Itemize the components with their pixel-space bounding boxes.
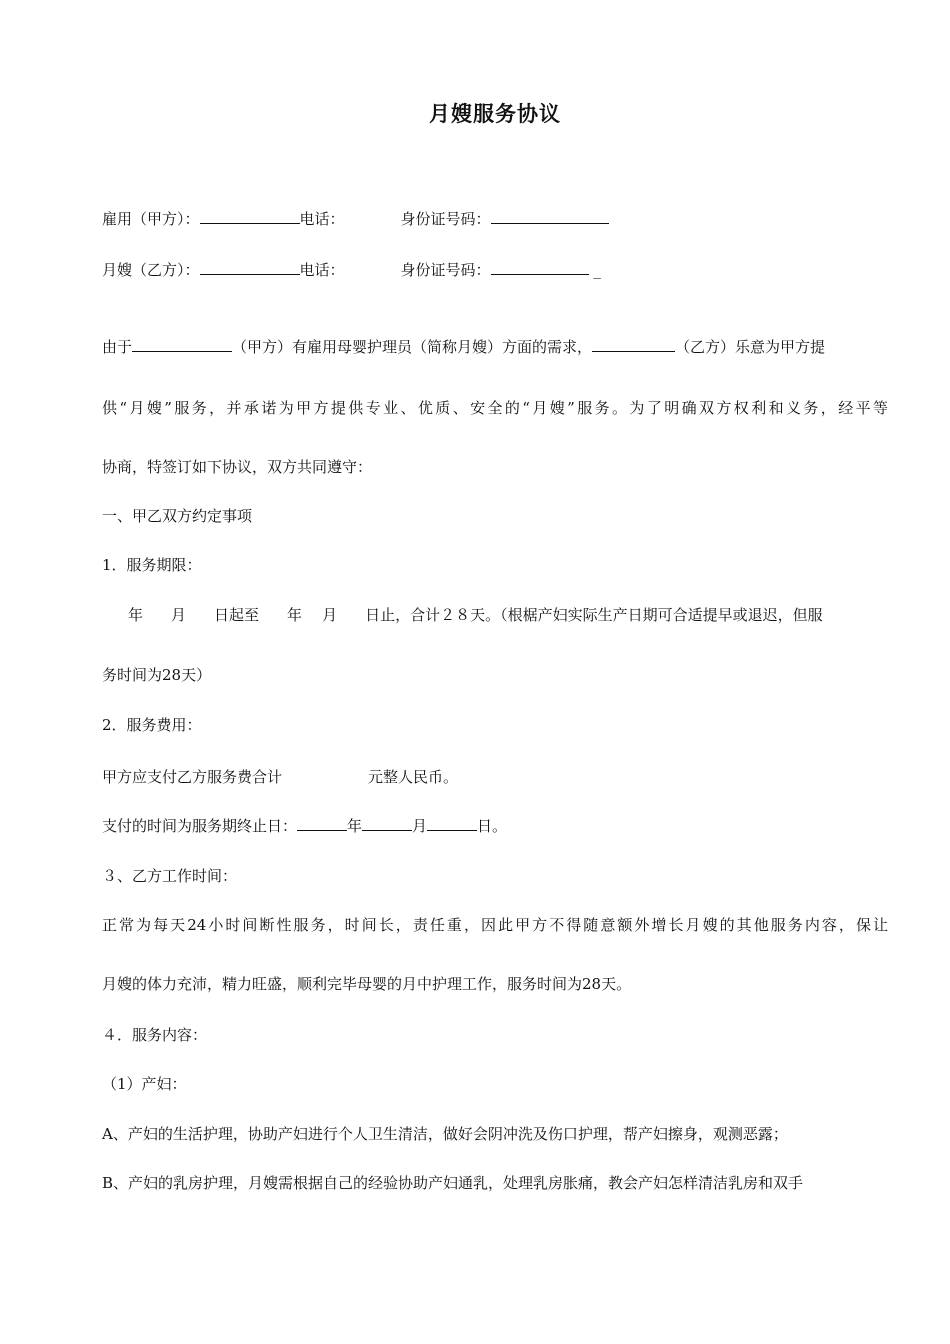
period-text: 日止，合计２８天。（根椐产妇实际生产日期可合适提早或退迟，但服	[365, 606, 823, 624]
payment-text: 年	[347, 817, 363, 835]
intro-text: （乙方）乐意为甲方提	[675, 338, 826, 356]
service-period-line	[128, 605, 823, 625]
fee-line	[102, 767, 458, 787]
intro-party-b-blank	[592, 337, 675, 352]
party-b-line	[102, 260, 601, 280]
party-a-id-label: 身份证号码：	[400, 210, 491, 228]
party-b-id-label: 身份证号码：	[400, 261, 491, 279]
party-a-line	[102, 209, 609, 229]
payment-text: 月	[412, 817, 428, 835]
period-text: 年	[128, 606, 144, 624]
day-blank	[427, 816, 477, 831]
party-a-name-blank	[200, 209, 300, 224]
party-b-label: 月嫂（乙方）：	[102, 261, 200, 279]
service-period-line-2: 务时间为28天）	[102, 666, 212, 684]
fee-text: 甲方应支付乙方服务费合计	[102, 768, 283, 786]
work-time-line-1: 正常为每天24小时间断性服务，时间长，责任重，因此甲方不得随意额外增长月嫂的其他服务内容，保让	[102, 916, 888, 934]
year-blank	[297, 816, 347, 831]
party-b-phone-label: 电话：	[299, 261, 345, 279]
party-b-id-blank	[491, 260, 589, 275]
work-time-line-2: 月嫂的体力充沛，精力旺盛，顺利完毕母婴的月中护理工作，服务时间为28天。	[102, 975, 632, 993]
party-a-id-blank	[491, 209, 609, 224]
party-b-id-suffix: _	[593, 261, 601, 279]
intro-line-2: 供“月嫂”服务，并承诺为甲方提供专业、优质、安全的“月嫂”服务。为了明确双方权利和义务，经平等	[102, 399, 888, 417]
party-a-phone-label: 电话：	[299, 210, 345, 228]
intro-line-1	[102, 337, 825, 357]
period-text: 年	[287, 606, 303, 624]
item4-sub-heading: （1）产妇：	[102, 1075, 187, 1093]
intro-party-a-blank	[132, 337, 232, 352]
intro-line-3: 协商，特签订如下协议，双方共同遵守：	[102, 458, 373, 476]
item1-heading: 1．服务期限：	[102, 556, 202, 574]
period-text: 日起至	[214, 606, 260, 624]
document-title: 月嫂服务协议	[429, 101, 561, 126]
intro-text: 由于	[102, 338, 133, 356]
item3-heading: ３、乙方工作时间：	[102, 867, 238, 885]
period-text: 月	[171, 606, 187, 624]
service-item-a: A、产妇的生活护理，协助产妇进行个人卫生清洁，做好会阴冲洗及伤口护理，帮产妇擦身，观测恶露；	[102, 1125, 788, 1143]
item4-heading: ４．服务内容：	[102, 1026, 208, 1044]
party-a-label: 雇用（甲方）：	[102, 210, 200, 228]
period-text: 月	[322, 606, 338, 624]
payment-text: 日。	[477, 817, 508, 835]
payment-date-line	[102, 816, 507, 836]
party-b-name-blank	[200, 260, 300, 275]
payment-text: 支付的时间为服务期终止日：	[102, 817, 298, 835]
item2-heading: 2．服务费用：	[102, 716, 202, 734]
fee-text: 元整人民币。	[368, 768, 459, 786]
section-heading: 一、甲乙双方约定事项	[102, 507, 253, 525]
service-item-b: B、产妇的乳房护理，月嫂需根据自己的经验协助产妇通乳，处理乳房胀痛，教会产妇怎样清洁乳房和双手	[102, 1174, 804, 1192]
month-blank	[362, 816, 412, 831]
intro-text: （甲方）有雇用母婴护理员（简称月嫂）方面的需求，	[232, 338, 593, 356]
